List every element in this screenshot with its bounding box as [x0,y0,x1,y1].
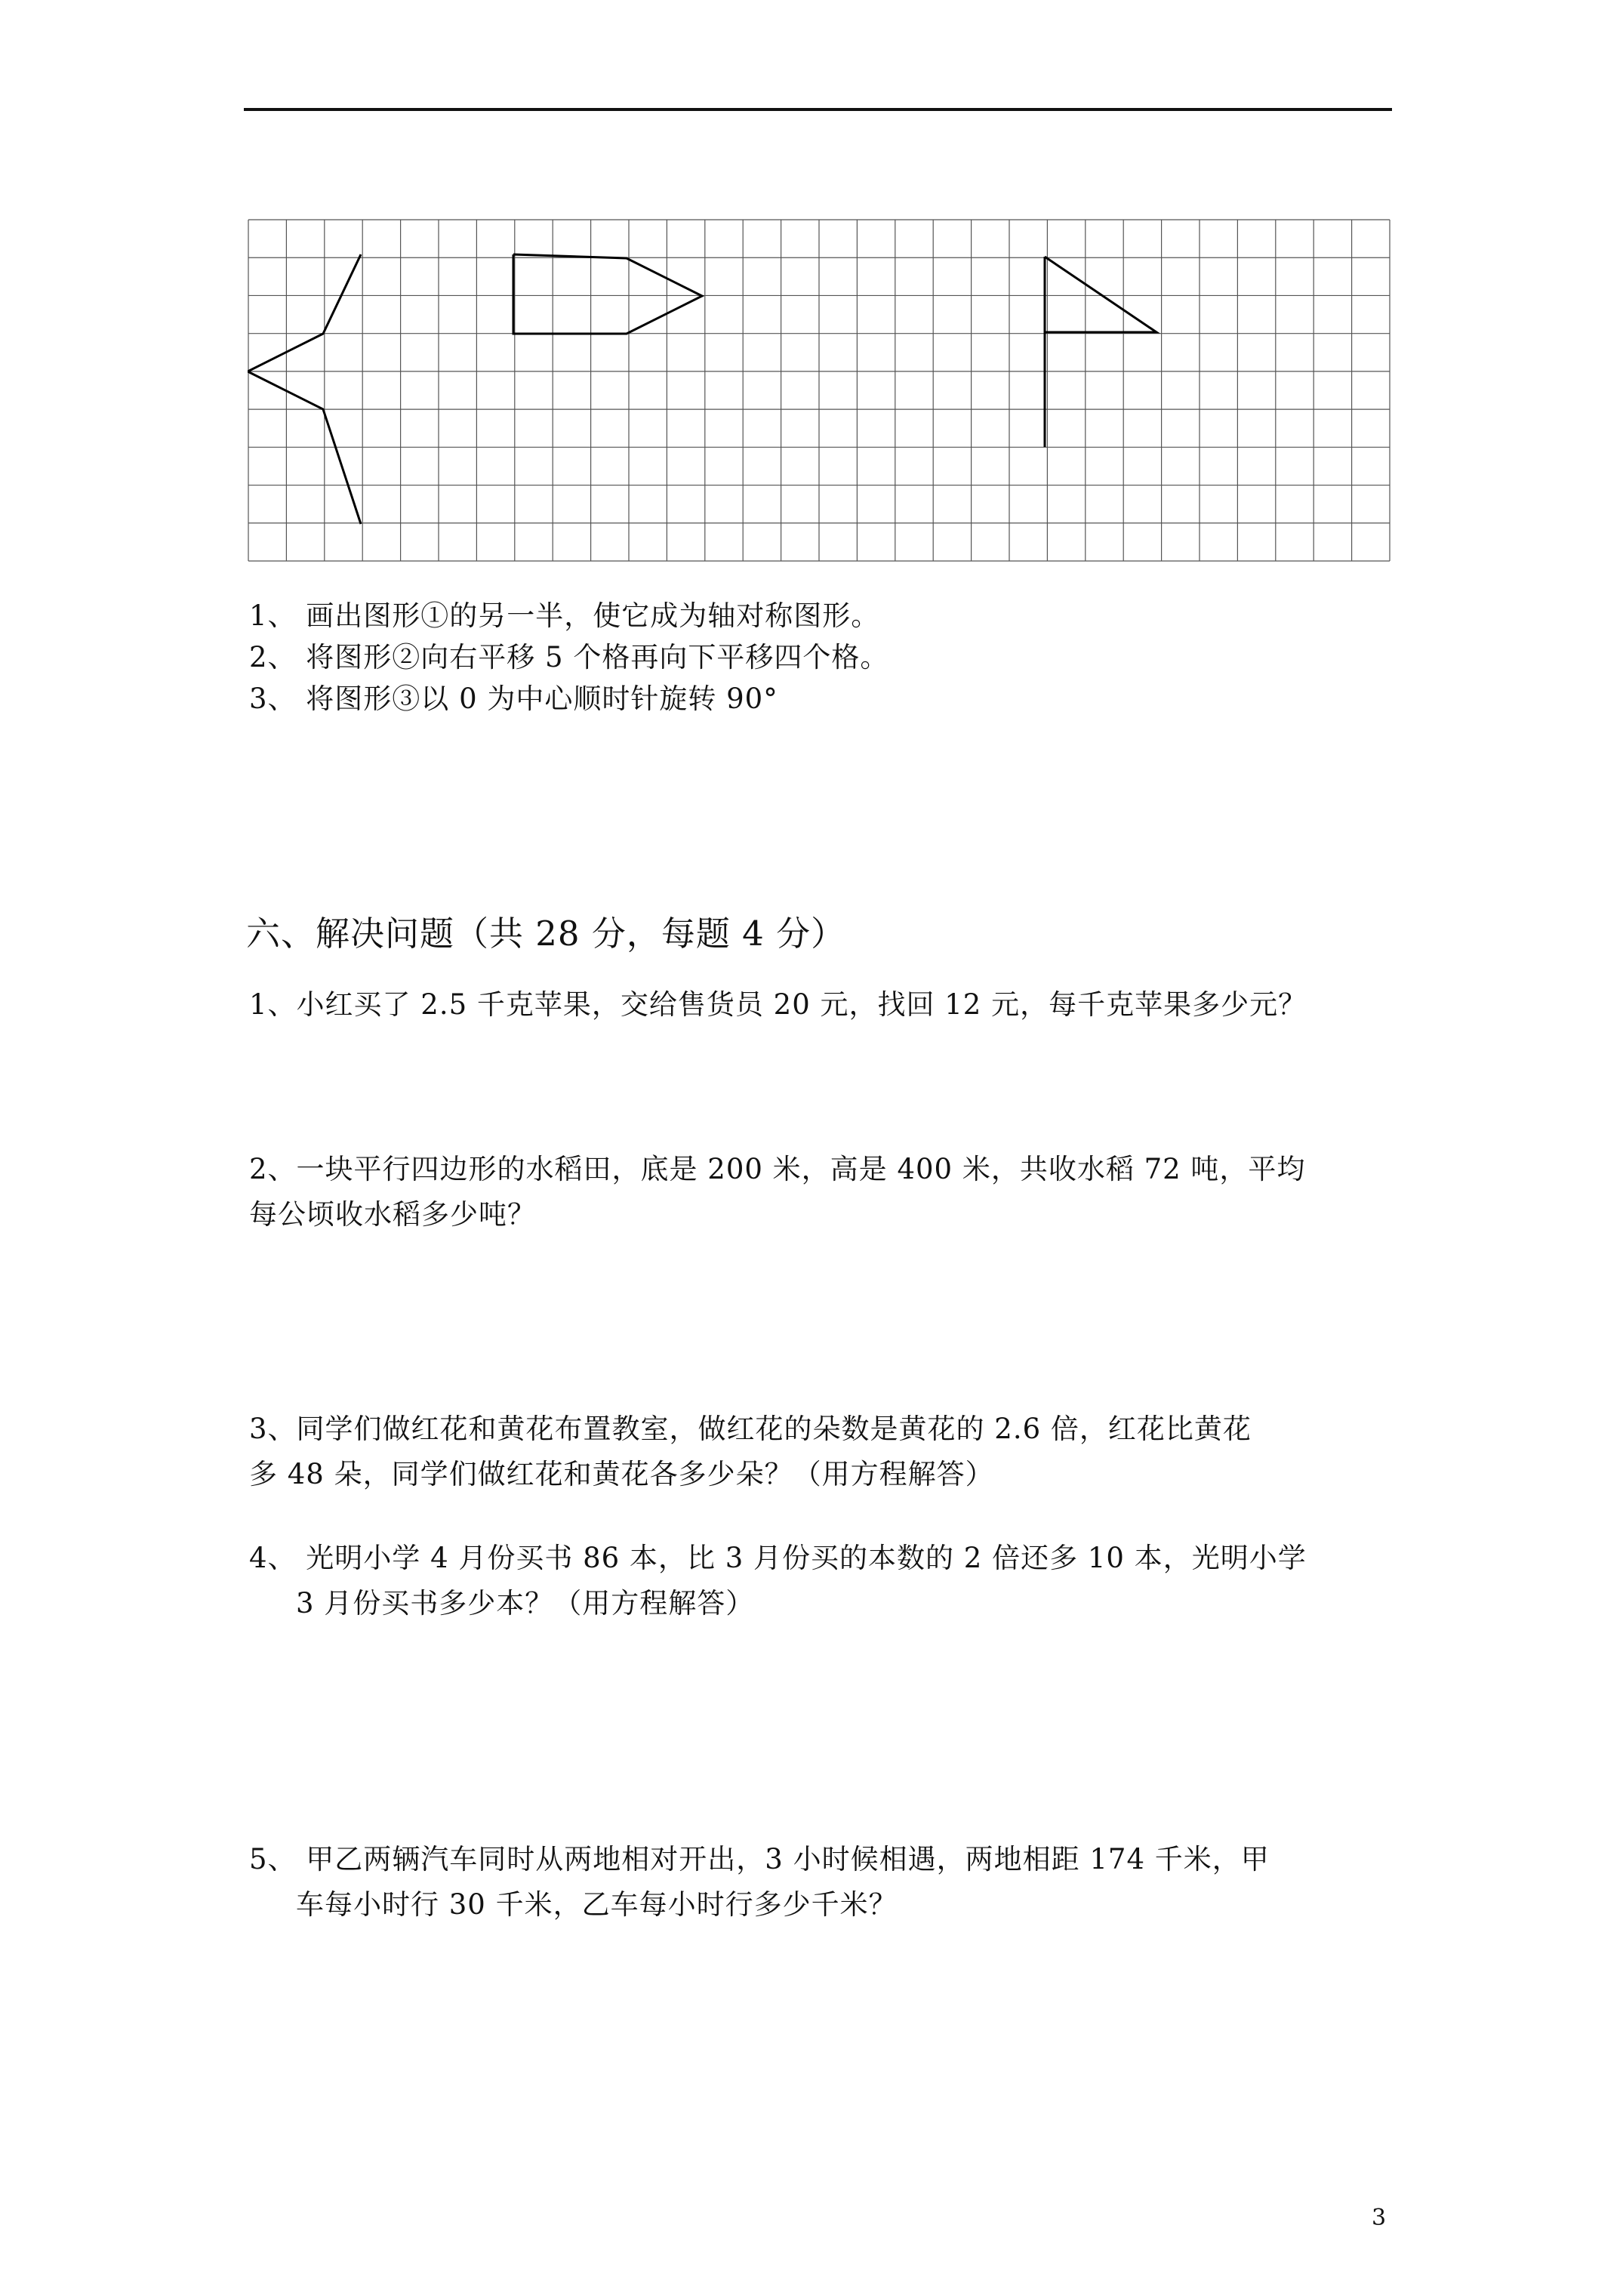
problem-3-line-1: 3、同学们做红花和黄花布置教室，做红花的朵数是黄花的 2.6 倍，红花比黄花 [249,1413,1252,1445]
figure-1-half-arrow [248,254,361,524]
problem-4-line-1: 4、 光明小学 4 月份买书 86 本，比 3 月份买的本数的 2 倍还多 10 本，光明小学 [249,1542,1307,1574]
page-number: 3 [1372,2205,1387,2231]
grid-instruction-3: 3、 将图形③以 0 为中心顺时针旋转 90° [249,683,778,715]
grid-instruction-1: 1、 画出图形①的另一半，使它成为轴对称图形。 [249,599,880,632]
header-rule [244,108,1392,111]
problem-4-line-2: 3 月份买书多少本？（用方程解答） [296,1587,755,1620]
problem-5-line-2: 车每小时行 30 千米，乙车每小时行多少千米？ [296,1888,898,1921]
figure-2-pentagon [513,254,702,334]
problem-2-line-2: 每公顷收水稻多少吨？ [249,1198,536,1231]
grid-lines [248,220,1390,561]
problem-5-line-1: 5、 甲乙两辆汽车同时从两地相对开出，3 小时候相遇，两地相距 174 千米，甲 [249,1843,1270,1875]
figure-3-flag [1045,257,1156,447]
grid-exercise [248,219,1390,562]
problem-3-line-2: 多 48 朵，同学们做红花和黄花各多少朵？（用方程解答） [249,1458,994,1490]
problem-2-line-1: 2、一块平行四边形的水稻田，底是 200 米，高是 400 米，共收水稻 72 吨，平均 [249,1153,1306,1185]
problem-1-line-1: 1、小红买了 2.5 千克苹果，交给售货员 20 元，找回 12 元，每千克苹果多少元？ [249,988,1307,1021]
grid-instruction-2: 2、 将图形②向右平移 5 个格再向下平移四个格。 [249,641,889,673]
section-title: 六、解决问题（共 28 分，每题 4 分） [246,914,846,954]
